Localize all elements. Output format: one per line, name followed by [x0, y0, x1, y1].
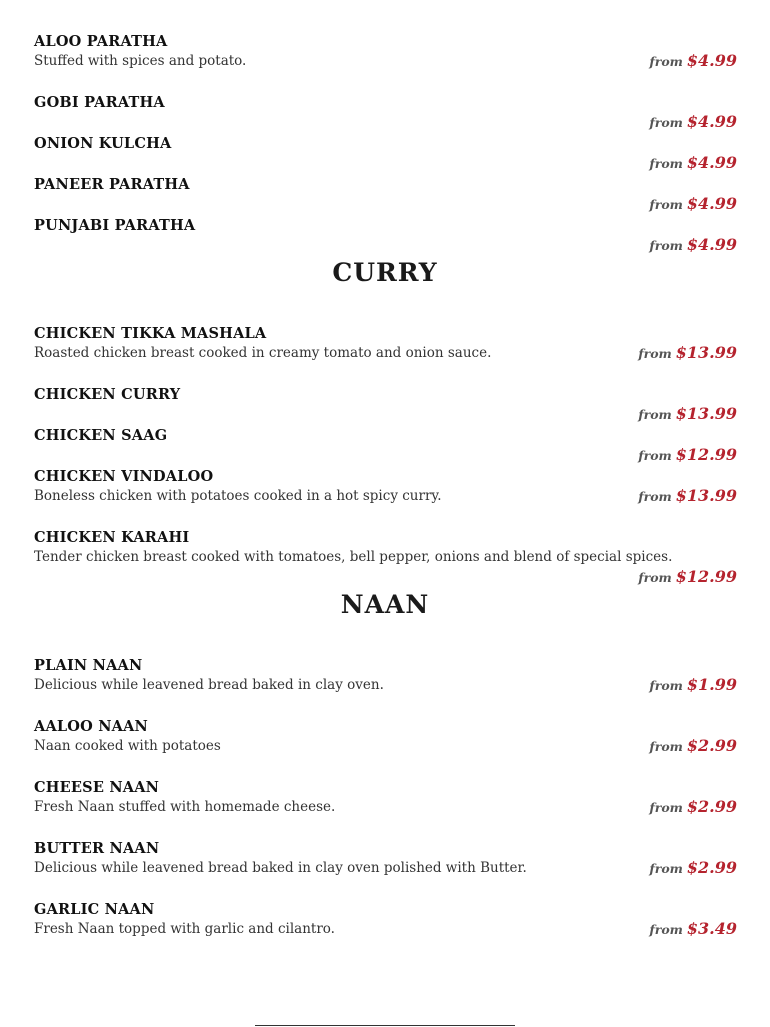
price-amount: $2.99: [686, 797, 737, 816]
price-amount: $4.99: [686, 51, 737, 70]
price-amount: $2.99: [686, 736, 737, 755]
item-price: [638, 343, 737, 362]
section-title-naan: NAAN: [340, 590, 430, 619]
item-name: CHICKEN VINDALOO: [34, 468, 214, 485]
price-amount: $13.99: [675, 343, 737, 362]
item-price: [649, 235, 737, 254]
price-prefix: from: [638, 407, 672, 422]
price-prefix: from: [649, 238, 683, 253]
price-amount: $2.99: [686, 858, 737, 877]
item-price: [638, 567, 737, 586]
item-price: [649, 919, 737, 938]
price-prefix: from: [649, 197, 683, 212]
item-description: Delicious while leavened bread baked in clay oven.: [34, 677, 384, 693]
item-name: GOBI PARATHA: [34, 94, 165, 111]
section-title-curry: CURRY: [332, 258, 438, 287]
footer-divider: [255, 1025, 515, 1026]
item-price: [649, 153, 737, 172]
item-name: BUTTER NAAN: [34, 840, 160, 857]
price-prefix: from: [649, 922, 683, 937]
price-amount: $13.99: [675, 486, 737, 505]
item-name: PANEER PARATHA: [34, 176, 190, 193]
item-name: GARLIC NAAN: [34, 901, 155, 918]
price-prefix: from: [638, 489, 672, 504]
item-name: PLAIN NAAN: [34, 657, 143, 674]
item-name: CHICKEN TIKKA MASHALA: [34, 325, 267, 342]
item-price: [649, 675, 737, 694]
item-description: Boneless chicken with potatoes cooked in a hot spicy curry.: [34, 488, 442, 504]
price-prefix: from: [649, 861, 683, 876]
item-price: [638, 445, 737, 464]
price-prefix: from: [638, 570, 672, 585]
item-description: Fresh Naan stuffed with homemade cheese.: [34, 799, 336, 815]
item-price: [649, 194, 737, 213]
item-description: Stuffed with spices and potato.: [34, 53, 247, 69]
price-amount: $12.99: [675, 445, 737, 464]
item-price: [649, 797, 737, 816]
item-price: [638, 404, 737, 423]
price-amount: $3.49: [686, 919, 737, 938]
item-description: Fresh Naan topped with garlic and cilantro.: [34, 921, 335, 937]
price-prefix: from: [649, 800, 683, 815]
price-amount: $4.99: [686, 112, 737, 131]
item-price: [649, 736, 737, 755]
item-price: [649, 858, 737, 877]
item-description: Roasted chicken breast cooked in creamy tomato and onion sauce.: [34, 345, 492, 361]
price-prefix: from: [638, 346, 672, 361]
price-amount: $1.99: [686, 675, 737, 694]
price-amount: $4.99: [686, 153, 737, 172]
price-prefix: from: [649, 156, 683, 171]
item-name: ONION KULCHA: [34, 135, 172, 152]
price-amount: $4.99: [686, 194, 737, 213]
item-price: [649, 51, 737, 70]
price-amount: $4.99: [686, 235, 737, 254]
price-prefix: from: [638, 448, 672, 463]
price-prefix: from: [649, 678, 683, 693]
price-amount: $13.99: [675, 404, 737, 423]
item-name: PUNJABI PARATHA: [34, 217, 196, 234]
item-name: CHICKEN CURRY: [34, 386, 181, 403]
item-name: AALOO NAAN: [34, 718, 149, 735]
price-amount: $12.99: [675, 567, 737, 586]
price-prefix: from: [649, 54, 683, 69]
item-name: CHEESE NAAN: [34, 779, 160, 796]
item-name: CHICKEN SAAG: [34, 427, 168, 444]
item-name: CHICKEN KARAHI: [34, 529, 190, 546]
item-description: Delicious while leavened bread baked in clay oven polished with Butter.: [34, 860, 527, 876]
price-prefix: from: [649, 115, 683, 130]
item-description: Naan cooked with potatoes: [34, 738, 221, 754]
item-name: ALOO PARATHA: [34, 33, 168, 50]
price-prefix: from: [649, 739, 683, 754]
item-price: [649, 112, 737, 131]
item-description: Tender chicken breast cooked with tomatoes, bell pepper, onions and blend of special spices.: [34, 549, 673, 565]
item-price: [638, 486, 737, 505]
